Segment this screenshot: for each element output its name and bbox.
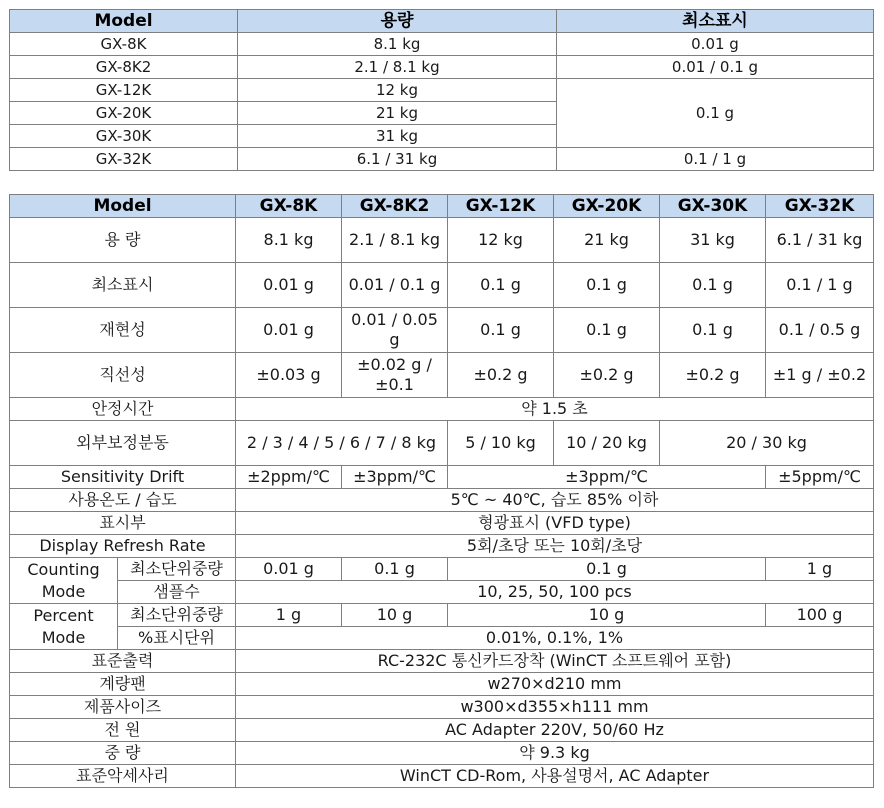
size-row — [10, 696, 874, 719]
value-cell: ±3ppm/℃ — [342, 466, 448, 489]
min-display-row — [10, 263, 874, 308]
percent-unit-row — [10, 627, 874, 650]
header-gx-30k: GX-30K — [660, 195, 766, 218]
value-cell: 0.1 g — [554, 263, 660, 308]
value-cell: ±0.2 g — [660, 353, 766, 398]
value-cell: 10 / 20 kg — [554, 421, 660, 466]
row-label: Percent Mode — [10, 604, 118, 650]
display-row — [10, 512, 874, 535]
value-cell: 31 kg — [660, 218, 766, 263]
header-gx-20k: GX-20K — [554, 195, 660, 218]
header-model: Model — [10, 195, 236, 218]
row-label: Display Refresh Rate — [10, 535, 236, 558]
temp-row — [10, 489, 874, 512]
table-row — [10, 148, 874, 171]
row-label: 전 원 — [10, 719, 236, 742]
sub-label: 최소단위중량 — [118, 558, 236, 581]
row-label: 중 량 — [10, 742, 236, 765]
value-cell: 0.1 g — [448, 308, 554, 353]
value-cell: 21 kg — [554, 218, 660, 263]
value-cell: ±3ppm/℃ — [448, 466, 766, 489]
row-label: 표준출력 — [10, 650, 236, 673]
stabilization-row — [10, 398, 874, 421]
value-cell: w270×d210 mm — [236, 673, 874, 696]
value-cell: 0.1 g — [448, 263, 554, 308]
row-label: 용 량 — [10, 218, 236, 263]
value-cell: 0.1 / 1 g — [766, 263, 874, 308]
model-cell: GX-32K — [10, 148, 238, 171]
row-label: 안정시간 — [10, 398, 236, 421]
min-display-cell: 0.1 / 1 g — [557, 148, 874, 171]
spec-table — [9, 194, 874, 788]
value-cell: ±5ppm/℃ — [766, 466, 874, 489]
value-cell: 100 g — [766, 604, 874, 627]
header-capacity: 용량 — [238, 10, 557, 33]
capacity-cell: 12 kg — [238, 79, 557, 102]
value-cell: 2 / 3 / 4 / 5 / 6 / 7 / 8 kg — [236, 421, 448, 466]
row-label: 제품사이즈 — [10, 696, 236, 719]
min-display-cell: 0.01 g — [557, 33, 874, 56]
weight-row — [10, 742, 874, 765]
row-label: 재현성 — [10, 308, 236, 353]
value-cell: 1 g — [236, 604, 342, 627]
model-cell: GX-12K — [10, 79, 238, 102]
value-cell: 0.01 / 0.05 g — [342, 308, 448, 353]
capacity-cell: 8.1 kg — [238, 33, 557, 56]
value-cell: 6.1 / 31 kg — [766, 218, 874, 263]
value-cell: 5℃ ~ 40℃, 습도 85% 이하 — [236, 489, 874, 512]
capacity-row — [10, 218, 874, 263]
value-cell: 0.1 g — [342, 558, 448, 581]
value-cell: 0.1 g — [448, 558, 766, 581]
value-cell: ±2ppm/℃ — [236, 466, 342, 489]
value-cell: 8.1 kg — [236, 218, 342, 263]
value-cell: AC Adapter 220V, 50/60 Hz — [236, 719, 874, 742]
header-gx-12k: GX-12K — [448, 195, 554, 218]
header-gx-8k2: GX-8K2 — [342, 195, 448, 218]
value-cell: 12 kg — [448, 218, 554, 263]
value-cell: 0.01%, 0.1%, 1% — [236, 627, 874, 650]
value-cell: 0.01 g — [236, 308, 342, 353]
row-label: Sensitivity Drift — [10, 466, 236, 489]
value-cell: 10 g — [342, 604, 448, 627]
value-cell: 0.01 g — [236, 263, 342, 308]
capacity-cell: 6.1 / 31 kg — [238, 148, 557, 171]
value-cell: ±0.2 g — [448, 353, 554, 398]
drift-row — [10, 466, 874, 489]
value-cell: RC-232C 통신카드장착 (WinCT 소프트웨어 포함) — [236, 650, 874, 673]
output-row — [10, 650, 874, 673]
model-cell: GX-8K — [10, 33, 238, 56]
header-model: Model — [10, 10, 238, 33]
value-cell: WinCT CD-Rom, 사용설명서, AC Adapter — [236, 765, 874, 788]
value-cell: w300×d355×h111 mm — [236, 696, 874, 719]
value-cell: 형광표시 (VFD type) — [236, 512, 874, 535]
value-cell: 0.01 / 0.1 g — [342, 263, 448, 308]
min-display-cell: 0.01 / 0.1 g — [557, 56, 874, 79]
header-min-display: 최소표시 — [557, 10, 874, 33]
value-cell: 0.1 / 0.5 g — [766, 308, 874, 353]
row-label: 직선성 — [10, 353, 236, 398]
model-cell: GX-30K — [10, 125, 238, 148]
capacity-cell: 31 kg — [238, 125, 557, 148]
sub-label: 샘플수 — [118, 581, 236, 604]
capacity-cell: 2.1 / 8.1 kg — [238, 56, 557, 79]
row-label: Counting Mode — [10, 558, 118, 604]
value-cell: 20 / 30 kg — [660, 421, 874, 466]
value-cell: 1 g — [766, 558, 874, 581]
refresh-row — [10, 535, 874, 558]
row-label: 표준악세사리 — [10, 765, 236, 788]
value-cell: ±0.03 g — [236, 353, 342, 398]
value-cell: ±0.02 g / ±0.1 — [342, 353, 448, 398]
percent-min-row — [10, 604, 874, 627]
value-cell: 약 1.5 초 — [236, 398, 874, 421]
table-row — [10, 56, 874, 79]
value-cell: 10, 25, 50, 100 pcs — [236, 581, 874, 604]
table-row — [10, 79, 874, 102]
table-row — [10, 33, 874, 56]
row-label: 표시부 — [10, 512, 236, 535]
value-cell: ±0.2 g — [554, 353, 660, 398]
model-cell: GX-8K2 — [10, 56, 238, 79]
power-row — [10, 719, 874, 742]
repeatability-row — [10, 308, 874, 353]
row-label: 계량팬 — [10, 673, 236, 696]
counting-samples-row — [10, 581, 874, 604]
value-cell: 5회/초당 또는 10회/초당 — [236, 535, 874, 558]
value-cell: ±1 g / ±0.2 — [766, 353, 874, 398]
min-display-cell: 0.1 g — [557, 79, 874, 148]
value-cell: 0.01 g — [236, 558, 342, 581]
sub-label: 최소단위중량 — [118, 604, 236, 627]
value-cell: 0.1 g — [660, 263, 766, 308]
value-cell: 10 g — [448, 604, 766, 627]
row-label: 사용온도 / 습도 — [10, 489, 236, 512]
value-cell: 5 / 10 kg — [448, 421, 554, 466]
capacity-cell: 21 kg — [238, 102, 557, 125]
value-cell: 약 9.3 kg — [236, 742, 874, 765]
header-gx-32k: GX-32K — [766, 195, 874, 218]
value-cell: 0.1 g — [660, 308, 766, 353]
linearity-row — [10, 353, 874, 398]
value-cell: 2.1 / 8.1 kg — [342, 218, 448, 263]
pan-row — [10, 673, 874, 696]
header-gx-8k: GX-8K — [236, 195, 342, 218]
capacity-summary-table — [9, 9, 874, 171]
sub-label: %표시단위 — [118, 627, 236, 650]
value-cell: 0.1 g — [554, 308, 660, 353]
row-label: 외부보정분동 — [10, 421, 236, 466]
model-cell: GX-20K — [10, 102, 238, 125]
accessories-row — [10, 765, 874, 788]
ext-cal-row — [10, 421, 874, 466]
counting-min-row — [10, 558, 874, 581]
row-label: 최소표시 — [10, 263, 236, 308]
